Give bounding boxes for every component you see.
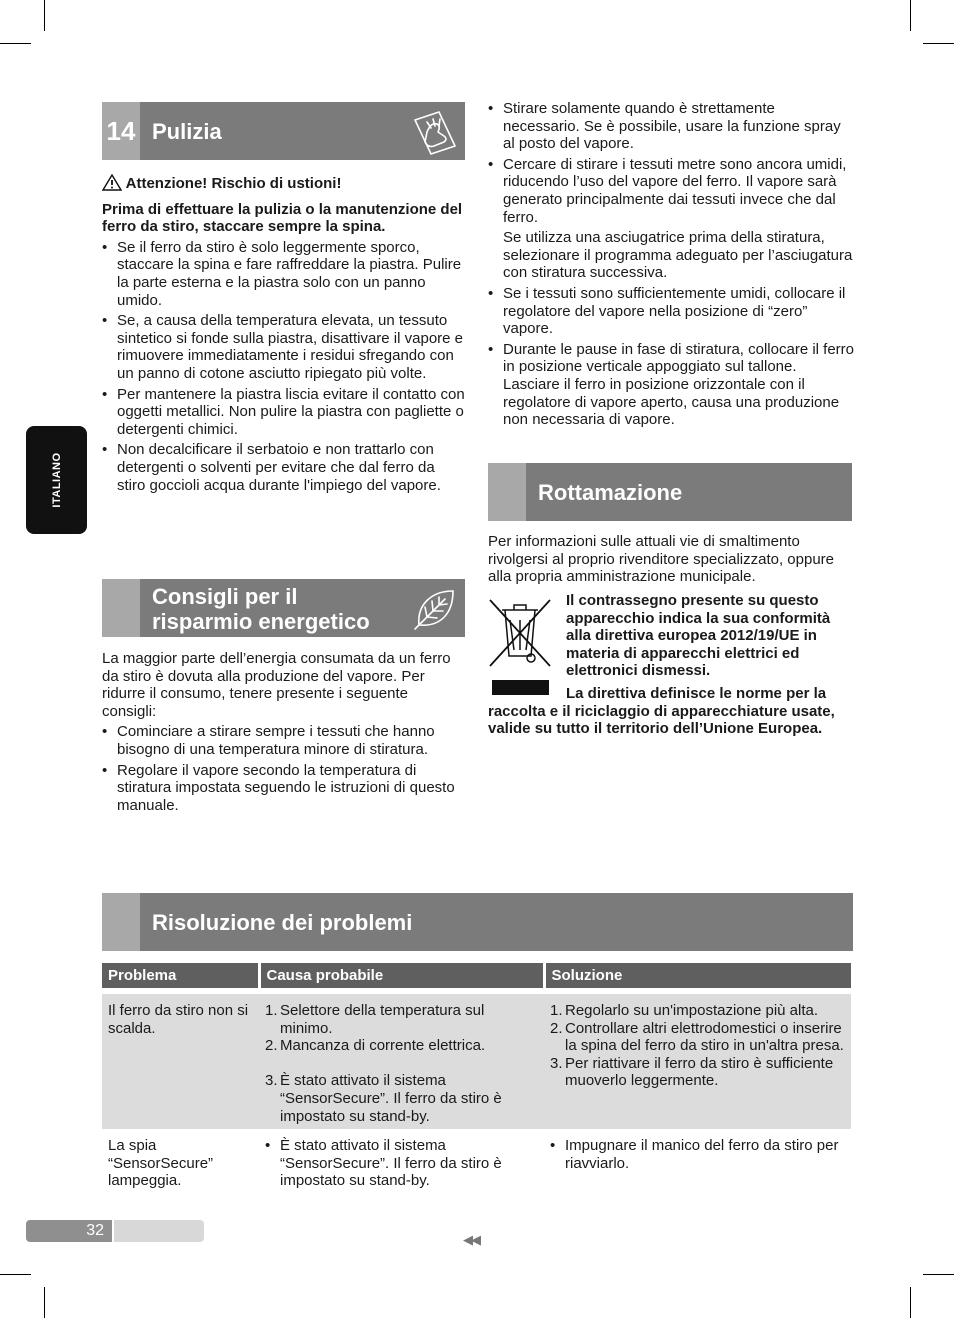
- column-header: Causa probabile: [259, 963, 544, 988]
- list-item-text: Cercare di stirare i tessuti metre sono ancora umidi, riducendo l’uso del vapore del ferro. Il vapore sarà generato principalmente dai tessuti invece che dal ferro.: [503, 155, 847, 226]
- list-item: • Cominciare a stirare sempre i tessuti che hanno bisogno di una temperatura minore di stiratura.: [102, 723, 465, 758]
- list-item-text: Per riattivare il ferro da stiro è sufficiente muoverlo leggermente.: [565, 1054, 834, 1090]
- section-title: [152, 584, 370, 634]
- section-number: 14: [102, 102, 140, 160]
- leaf-icon: [409, 583, 461, 633]
- crop-mark: [923, 43, 954, 44]
- list-item: 3. È stato attivato il sistema “SensorSecure”. Il ferro da stiro è impostato su stand-by.: [265, 1072, 502, 1125]
- crop-mark: [44, 0, 45, 31]
- pulizia-content: [102, 174, 465, 497]
- table-row: [102, 994, 851, 1129]
- list-item: 2. Controllare altri elettrodomestici o inserire la spina del ferro da stiro in un'altra presa.: [550, 1019, 844, 1055]
- crop-mark: [0, 43, 31, 44]
- list-item-text: Mancanza di corrente elettrica.: [280, 1037, 486, 1055]
- consigli-list: [102, 723, 465, 814]
- list-item: • Durante le pause in fase di stiratura, collocare il ferro in posizione verticale appoggiato sul tallone. Lasciare il ferro in posizione orizzontale con il regolatore di vapore aperto, causa una produzione non necessaria di vapore.: [488, 341, 854, 429]
- list-item-text: Regolarlo su un'impostazione più alta.: [565, 1002, 819, 1019]
- solution-cell: [544, 994, 851, 1129]
- pulizia-intro: Prima di effettuare la pulizia o la manutenzione del ferro da stiro, staccare sempre la spina.: [102, 200, 463, 236]
- page-number-bar: [114, 1220, 204, 1242]
- pulizia-list: [102, 239, 465, 494]
- crossed-bin-icon: [488, 596, 552, 696]
- solution-list: [550, 1002, 845, 1090]
- section-header-rottamazione: [488, 463, 852, 521]
- cause-cell: [259, 994, 544, 1129]
- cause-cell: [259, 1129, 544, 1197]
- problem-cell: La spia “SensorSecure” lampeggia.: [108, 1137, 214, 1190]
- list-item: • Se il ferro da stiro è solo leggermente sporco, staccare la spina e fare raffreddare la piastra. Pulire la parte esterna e la piastra solo con un panno umido.: [102, 239, 465, 309]
- list-item: • Stirare solamente quando è strettamente necessario. Se è possibile, usare la funzione spray al posto del vapore.: [488, 100, 854, 153]
- section-title: Pulizia: [152, 119, 222, 144]
- rottamazione-bold-2-text: La direttiva definisce le norme per la raccolta e il riciclaggio di apparecchiature usate, valide su tutto il territorio dell’Unione Europea.: [488, 685, 835, 738]
- troubleshooting-table: [102, 963, 851, 1197]
- title-line-1: Consigli per il: [152, 584, 298, 609]
- section-number-blank: [102, 579, 140, 637]
- rottamazione-intro: Per informazioni sulle attuali vie di smaltimento rivolgersi al proprio rivenditore specializzato, oppure alla propria amministrazione municipale.: [488, 533, 835, 586]
- crop-mark: [923, 1274, 954, 1275]
- warning-text: Attenzione! Rischio di ustioni!: [125, 175, 342, 192]
- list-item: • Se i tessuti sono sufficientemente umidi, collocare il regolatore del vapore nella posizione di “zero” vapore.: [488, 285, 854, 338]
- crop-mark: [910, 1287, 911, 1318]
- crop-mark: [44, 1287, 45, 1318]
- rottamazione-bold-2: [488, 685, 854, 738]
- consigli-intro: La maggior parte dell’energia consumata da un ferro da stiro è dovuta alla produzione del vapore. Per ridurre il consumo, tenere presente i seguente consigli:: [102, 650, 451, 720]
- section-header-consigli: [102, 579, 465, 637]
- list-item: 3. Per riattivare il ferro da stiro è sufficiente muoverlo leggermente.: [550, 1054, 834, 1090]
- risparmio-continued: [488, 100, 854, 432]
- page-number: 32: [26, 1220, 112, 1242]
- title-line-2: risparmio energetico: [152, 609, 370, 634]
- section-title: Risoluzione dei problemi: [152, 910, 413, 935]
- column-header: Problema: [102, 963, 259, 988]
- list-item: 2. Mancanza di corrente elettrica.: [265, 1037, 486, 1055]
- list-item: • Regolare il vapore secondo la temperatura di stiratura impostata seguendo le istruzioni di questo manuale.: [102, 762, 465, 815]
- rottamazione-bold-1: Il contrassegno presente su questo apparecchio indica la sua conformità alla direttiva europea 2012/19/UE in materia di apparecchi elettrici ed elettronici dismessi.: [566, 592, 831, 680]
- list-item: • Per mantenere la piastra liscia evitare il contatto con oggetti metallici. Non pulire la piastra con pagliette o detergenti chimici.: [102, 386, 465, 439]
- list-item-text: Controllare altri elettrodomestici o inserire la spina del ferro da stiro in un'altra presa.: [565, 1019, 844, 1055]
- solution-list: [550, 1137, 845, 1172]
- section-number-blank: [102, 893, 140, 951]
- list-item: 1. Selettore della temperatura sul minimo.: [265, 1002, 485, 1037]
- list-item: [488, 156, 854, 282]
- crop-mark: [0, 1274, 31, 1275]
- list-item: • Impugnare il manico del ferro da stiro per riavviarlo.: [550, 1137, 845, 1172]
- language-tab: [26, 426, 87, 534]
- list-item: • È stato attivato il sistema “SensorSecure”. Il ferro da stiro è impostato su stand-by.: [265, 1137, 538, 1190]
- section-header-problemi: [102, 893, 853, 951]
- list-item: • Se, a causa della temperatura elevata, un tessuto sintetico si fonde sulla piastra, disattivare il vapore e rimuovere immediatamente i residui sfregando con un panno di cotone asciutto ripiegato più volte.: [102, 312, 465, 382]
- cause-list: [265, 1002, 538, 1125]
- list-item: 1. Regolarlo su un'impostazione più alta.: [550, 1002, 819, 1019]
- table-header-row: [102, 963, 851, 988]
- solution-cell: [544, 1129, 851, 1197]
- consigli-content: [102, 650, 465, 817]
- list-item-text: È stato attivato il sistema “SensorSecure”. Il ferro da stiro è impostato su stand-by.: [280, 1072, 502, 1125]
- warning-triangle-icon: [102, 174, 122, 191]
- problem-cell: Il ferro da stiro non si scalda.: [102, 994, 259, 1129]
- column-header: Soluzione: [544, 963, 851, 988]
- section-title: Rottamazione: [538, 480, 683, 505]
- section-number-blank: [488, 463, 526, 521]
- hand-wipe-icon: [409, 106, 461, 156]
- risparmio-list: [488, 100, 854, 429]
- cause-list: [265, 1137, 538, 1190]
- warning-line: [102, 174, 465, 193]
- crop-mark: [910, 0, 911, 31]
- list-item: • Non decalcificare il serbatoio e non trattarlo con detergenti o solventi per evitare che dal ferro da stiro goccioli acqua durante l'impiego del vapore.: [102, 441, 465, 494]
- table-row: [102, 1129, 851, 1197]
- language-tab-label: ITALIANO: [50, 452, 63, 508]
- list-item-text: Selettore della temperatura sul minimo.: [280, 1002, 485, 1037]
- list-item-extra: Se utilizza una asciugatrice prima della stiratura, selezionare il programma adeguato per l’asciugatura con stiratura successiva.: [503, 229, 853, 282]
- nav-arrows-icon: ◀◀: [463, 1232, 479, 1247]
- section-header-pulizia: [102, 102, 465, 160]
